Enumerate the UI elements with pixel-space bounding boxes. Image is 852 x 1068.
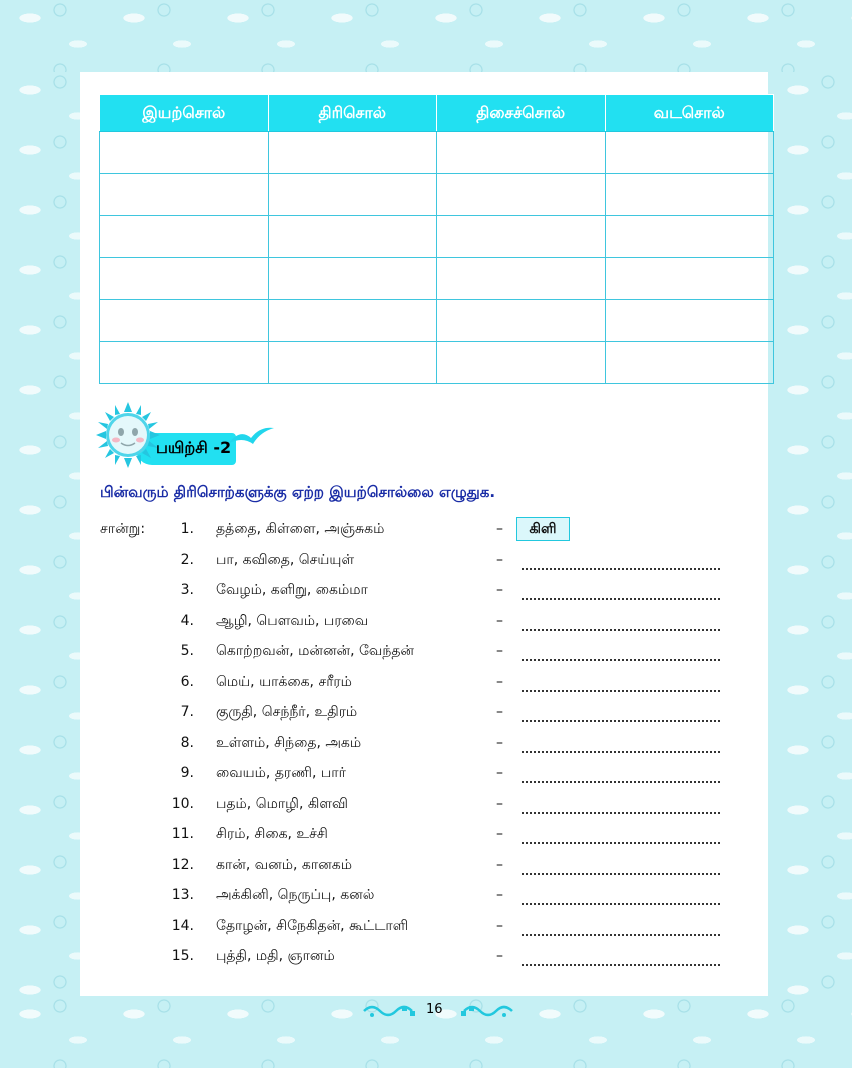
answer-blank[interactable]	[522, 798, 720, 814]
table-header: இயற்சொல்	[100, 95, 269, 132]
table-cell	[100, 174, 269, 216]
exercise-title: பயிற்சி -2	[156, 438, 232, 457]
table-cell	[100, 216, 269, 258]
item-words: தத்தை, கிள்ளை, அஞ்சுகம்	[216, 521, 385, 537]
table-cell	[268, 258, 437, 300]
table-row	[100, 216, 774, 258]
list-item	[0, 674, 852, 694]
table-header-row	[100, 95, 774, 132]
item-dash: –	[496, 643, 503, 659]
answer-blank[interactable]	[522, 706, 720, 722]
item-words: மெய், யாக்கை, சரீரம்	[216, 674, 352, 690]
answer-blank[interactable]	[522, 584, 720, 600]
answer-blank[interactable]	[522, 920, 720, 936]
exercise-badge	[96, 402, 276, 472]
item-number: 8.	[180, 735, 194, 751]
item-dash: –	[496, 918, 503, 934]
item-dash: –	[496, 613, 503, 629]
list-item	[0, 948, 852, 968]
item-dash: –	[496, 521, 503, 537]
answer-blank[interactable]	[522, 828, 720, 844]
item-number: 12.	[171, 857, 194, 873]
item-number: 11.	[171, 826, 194, 842]
list-item	[0, 613, 852, 633]
item-number: 15.	[171, 948, 194, 964]
item-dash: –	[496, 735, 503, 751]
answer-blank[interactable]	[522, 767, 720, 783]
list-item	[0, 857, 852, 877]
example-label: சான்று:	[100, 521, 146, 537]
table-cell	[605, 174, 774, 216]
item-number: 5.	[180, 643, 194, 659]
table-cell	[268, 342, 437, 384]
list-item	[0, 643, 852, 663]
item-words: வையம், தரணி, பார்	[216, 765, 346, 781]
table-cell	[437, 132, 606, 174]
item-dash: –	[496, 796, 503, 812]
item-words: பா, கவிதை, செய்யுள்	[216, 552, 355, 568]
table-row	[100, 342, 774, 384]
answer-blank[interactable]	[522, 859, 720, 875]
table-header: திரிசொல்	[268, 95, 437, 132]
table-cell	[605, 342, 774, 384]
item-dash: –	[496, 857, 503, 873]
item-dash: –	[496, 674, 503, 690]
item-dash: –	[496, 948, 503, 964]
answer-blank[interactable]	[522, 554, 720, 570]
list-item	[0, 826, 852, 846]
table-cell	[100, 342, 269, 384]
answer-blank[interactable]	[522, 737, 720, 753]
item-dash: –	[496, 582, 503, 598]
bird-icon	[226, 422, 276, 452]
exercise-instruction: பின்வரும் திரிசொற்களுக்கு ஏற்ற இயற்சொல்லை எழுதுக.	[100, 483, 496, 501]
item-words: புத்தி, மதி, ஞானம்	[216, 948, 335, 964]
item-number: 9.	[180, 765, 194, 781]
word-category-table	[99, 94, 774, 384]
list-item	[0, 918, 852, 938]
item-words: வேழம், களிறு, கைம்மா	[216, 582, 368, 598]
item-words: தோழன், சிநேகிதன், கூட்டாளி	[216, 918, 409, 934]
table-cell	[268, 300, 437, 342]
item-dash: –	[496, 552, 503, 568]
table-cell	[605, 216, 774, 258]
item-number: 6.	[180, 674, 194, 690]
answer-blank[interactable]	[522, 950, 720, 966]
list-item	[0, 582, 852, 602]
item-words: கொற்றவன், மன்னன், வேந்தன்	[216, 643, 415, 659]
list-item	[0, 735, 852, 755]
item-number: 13.	[171, 887, 194, 903]
item-dash: –	[496, 826, 503, 842]
table-cell	[437, 258, 606, 300]
table-cell	[100, 132, 269, 174]
list-item	[0, 765, 852, 785]
list-item	[0, 704, 852, 724]
item-number: 2.	[180, 552, 194, 568]
answer-blank[interactable]	[522, 645, 720, 661]
item-dash: –	[496, 765, 503, 781]
list-item	[0, 796, 852, 816]
ornament-icon	[456, 1003, 514, 1019]
table-cell	[268, 216, 437, 258]
answer-blank[interactable]	[522, 676, 720, 692]
item-number: 10.	[171, 796, 194, 812]
item-number: 7.	[180, 704, 194, 720]
table-row	[100, 300, 774, 342]
table-header: திசைச்சொல்	[437, 95, 606, 132]
list-item	[0, 552, 852, 572]
table-header: வடசொல்	[605, 95, 774, 132]
item-dash: –	[496, 887, 503, 903]
table-cell	[268, 132, 437, 174]
table-cell	[437, 216, 606, 258]
item-words: உள்ளம், சிந்தை, அகம்	[216, 735, 362, 751]
sun-icon	[96, 402, 160, 468]
item-words: ஆழி, பௌவம், பரவை	[216, 613, 369, 629]
decorative-border-top	[0, 0, 852, 72]
table-cell	[268, 174, 437, 216]
item-words: கான், வனம், கானகம்	[216, 857, 352, 873]
table-row	[100, 132, 774, 174]
page-number: 16	[426, 1002, 443, 1017]
ornament-icon	[362, 1003, 420, 1019]
table-row	[100, 258, 774, 300]
item-words: அக்கினி, நெருப்பு, கனல்	[216, 887, 375, 903]
item-number: 3.	[180, 582, 194, 598]
table-cell	[100, 258, 269, 300]
list-item	[0, 521, 852, 541]
table-cell	[100, 300, 269, 342]
item-number: 4.	[180, 613, 194, 629]
table-cell	[605, 300, 774, 342]
answer-blank[interactable]	[522, 889, 720, 905]
table-cell	[437, 342, 606, 384]
table-cell	[437, 300, 606, 342]
item-words: சிரம், சிகை, உச்சி	[216, 826, 328, 842]
item-number: 1.	[180, 521, 194, 537]
table-cell	[605, 132, 774, 174]
list-item	[0, 887, 852, 907]
example-answer: கிளி	[516, 517, 570, 541]
item-words: பதம், மொழி, கிளவி	[216, 796, 348, 812]
answer-blank[interactable]	[522, 615, 720, 631]
item-number: 14.	[171, 918, 194, 934]
table-cell	[605, 258, 774, 300]
table-cell	[437, 174, 606, 216]
table-row	[100, 174, 774, 216]
page-footer	[340, 1000, 520, 1022]
item-dash: –	[496, 704, 503, 720]
item-words: குருதி, செந்நீர், உதிரம்	[216, 704, 358, 720]
